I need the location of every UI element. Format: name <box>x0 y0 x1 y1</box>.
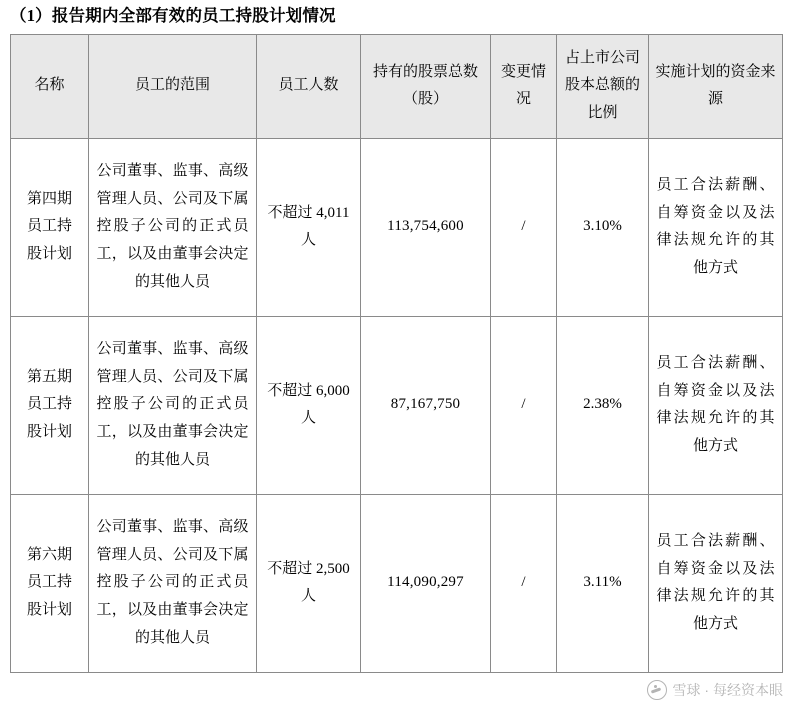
cell-change-status: / <box>491 316 557 494</box>
cell-funding-source <box>649 316 783 494</box>
plan-name-text: 第六期员工持股计划 <box>26 546 72 619</box>
table-row <box>11 494 783 672</box>
cell-total-shares: 87,167,750 <box>361 316 491 494</box>
cell-employee-count <box>257 494 361 672</box>
watermark-text: 雪球 · 每经资本眼 <box>672 682 783 698</box>
table-row <box>11 138 783 316</box>
cell-total-shares: 114,090,297 <box>361 494 491 672</box>
cell-employee-scope <box>89 316 257 494</box>
plan-name-text: 第四期员工持股计划 <box>26 190 72 263</box>
cell-capital-ratio: 3.11% <box>557 494 649 672</box>
cell-funding-source <box>649 138 783 316</box>
column-header-shares: 持有的股票总数（股） <box>361 34 491 138</box>
employee-scope-text: 公司董事、监事、高级管理人员、公司及下属控股子公司的正式员工，以及由董事会决定的其他人员 <box>96 340 249 468</box>
cell-total-shares: 113,754,600 <box>361 138 491 316</box>
employee-count-text: 不超过 4,011 人 <box>267 204 350 249</box>
employee-scope-text: 公司董事、监事、高级管理人员、公司及下属控股子公司的正式员工，以及由董事会决定的其他人员 <box>96 162 249 290</box>
table-body <box>11 138 783 672</box>
page-title: （1）报告期内全部有效的员工持股计划情况 <box>10 6 336 25</box>
cell-plan-name <box>11 138 89 316</box>
cell-change-status: / <box>491 494 557 672</box>
funding-source-text: 员工合法薪酬、自筹资金以及法律法规允许的其他方式 <box>656 532 775 633</box>
column-header-count: 员工人数 <box>257 34 361 138</box>
cell-capital-ratio: 2.38% <box>557 316 649 494</box>
table-header-row <box>11 34 783 138</box>
cell-plan-name <box>11 494 89 672</box>
table-row <box>11 316 783 494</box>
column-header-name: 名称 <box>11 34 89 138</box>
column-header-source: 实施计划的资金来源 <box>649 34 783 138</box>
watermark <box>647 680 783 700</box>
cell-employee-count <box>257 316 361 494</box>
snowball-logo-icon <box>647 680 667 700</box>
employee-count-text: 不超过 2,500 人 <box>267 560 350 605</box>
cell-employee-count <box>257 138 361 316</box>
column-header-ratio: 占上市公司股本总额的比例 <box>557 34 649 138</box>
cell-employee-scope <box>89 138 257 316</box>
cell-change-status: / <box>491 138 557 316</box>
employee-scope-text: 公司董事、监事、高级管理人员、公司及下属控股子公司的正式员工，以及由董事会决定的其他人员 <box>96 518 249 646</box>
cell-plan-name <box>11 316 89 494</box>
funding-source-text: 员工合法薪酬、自筹资金以及法律法规允许的其他方式 <box>656 354 775 455</box>
employee-stock-plan-table <box>10 34 783 673</box>
plan-name-text: 第五期员工持股计划 <box>26 368 72 441</box>
column-header-change: 变更情况 <box>491 34 557 138</box>
table-header <box>11 34 783 138</box>
cell-employee-scope <box>89 494 257 672</box>
funding-source-text: 员工合法薪酬、自筹资金以及法律法规允许的其他方式 <box>656 176 775 277</box>
employee-count-text: 不超过 6,000 人 <box>267 382 350 427</box>
cell-funding-source <box>649 494 783 672</box>
column-header-scope: 员工的范围 <box>89 34 257 138</box>
cell-capital-ratio: 3.10% <box>557 138 649 316</box>
